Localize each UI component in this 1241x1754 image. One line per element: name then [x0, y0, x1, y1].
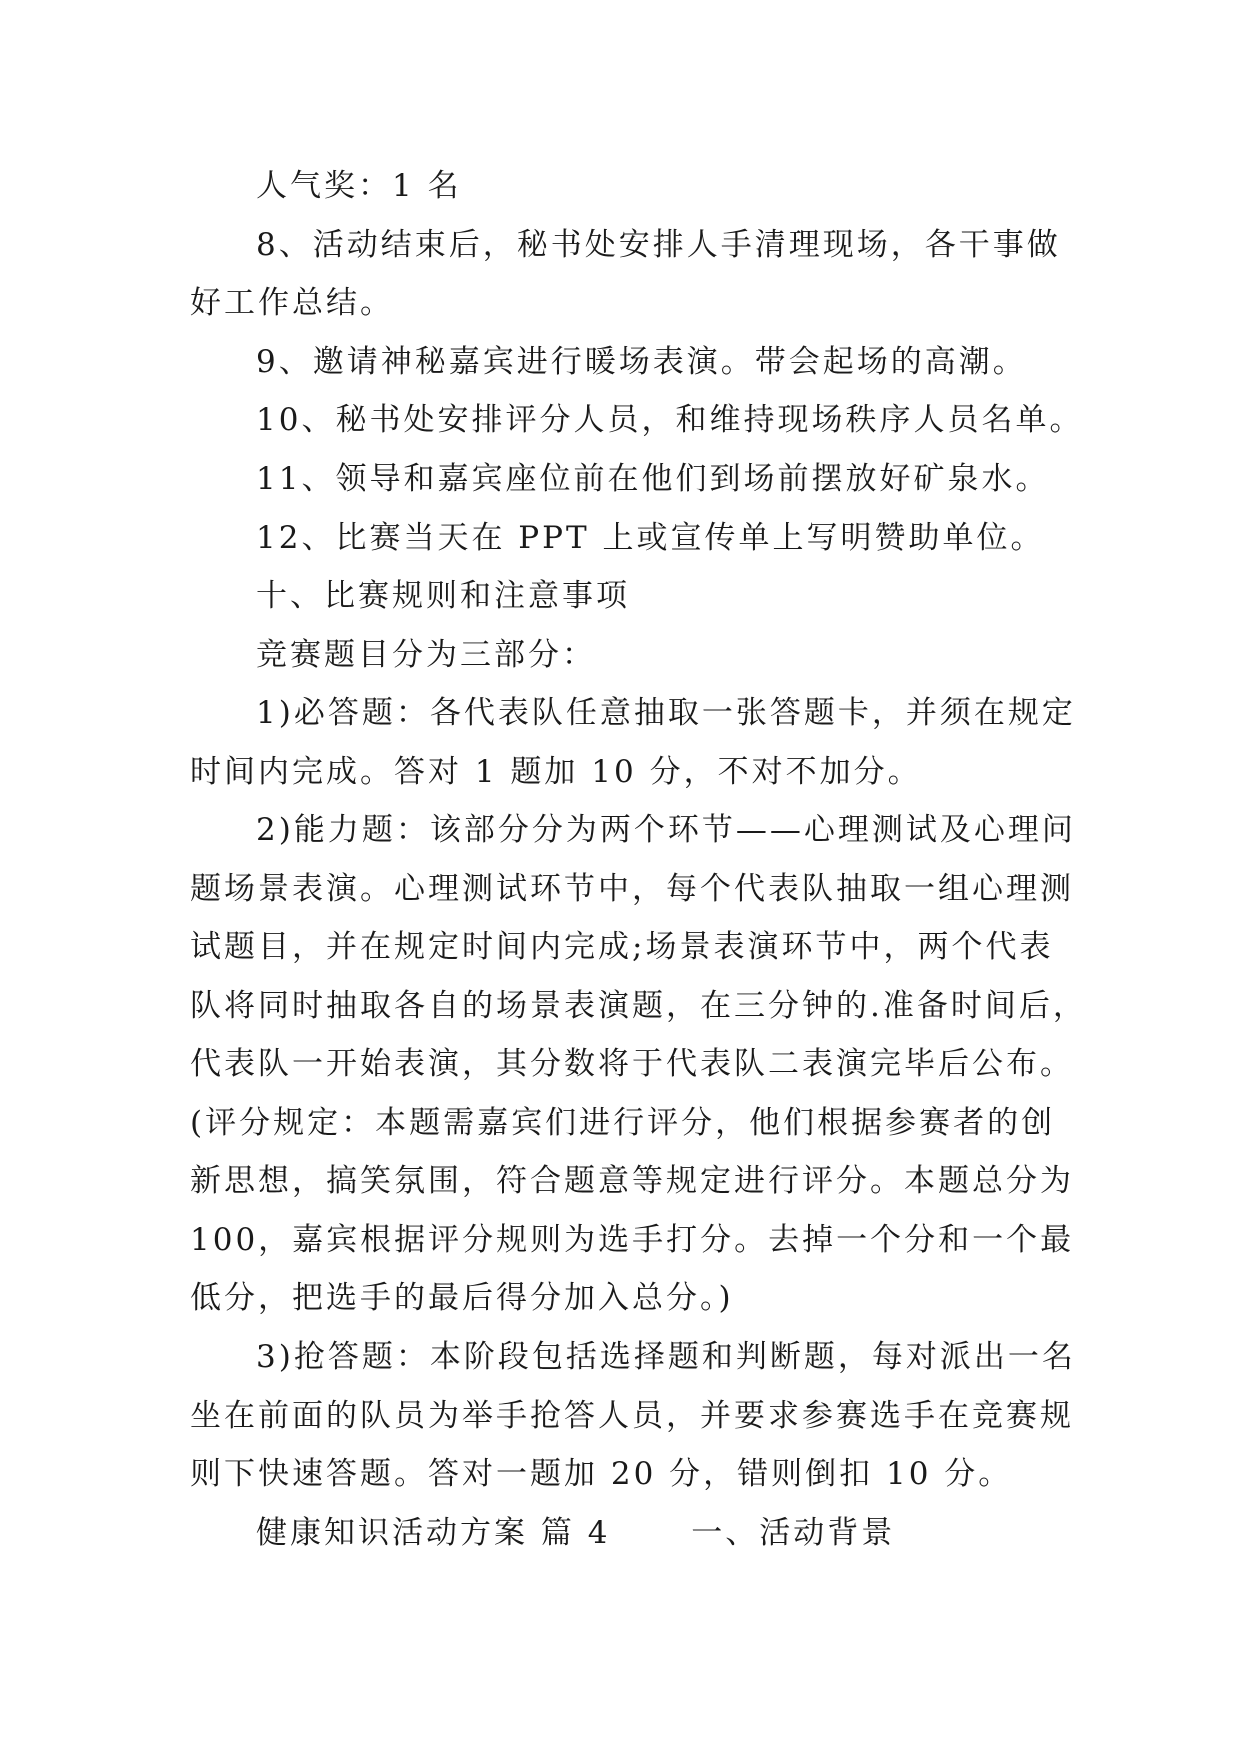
- section-heading: 十、比赛规则和注意事项: [256, 578, 630, 614]
- text-line: 1)必答题：各代表队任意抽取一张答题卡，并须在规定: [256, 695, 1076, 731]
- text-line: 题场景表演。心理测试环节中，每个代表队抽取一组心理测: [190, 871, 1074, 907]
- text-line: 2)能力题：该部分分为两个环节——心理测试及心理问: [256, 812, 1076, 848]
- text-line: 竞赛题目分为三部分：: [256, 637, 596, 673]
- text-line: 10、秘书处安排评分人员，和维持现场秩序人员名单。: [256, 402, 1084, 438]
- text-line: 好工作总结。: [190, 285, 394, 321]
- text-line: 则下快速答题。答对一题加 20 分，错则倒扣 10 分。: [190, 1456, 1013, 1492]
- text-line: 低分，把选手的最后得分加入总分。): [190, 1280, 734, 1316]
- text-line: (评分规定：本题需嘉宾们进行评分，他们根据参赛者的创: [190, 1105, 1056, 1141]
- section-heading: 健康知识活动方案 篇 4 一、活动背景: [256, 1515, 896, 1551]
- text-line: 12、比赛当天在 PPT 上或宣传单上写明赞助单位。: [256, 520, 1045, 556]
- text-line: 人气奖：1 名: [256, 168, 462, 204]
- text-line: 试题目，并在规定时间内完成;场景表演环节中，两个代表: [190, 929, 1054, 965]
- text-line: 新思想，搞笑氛围，符合题意等规定进行评分。本题总分为: [190, 1163, 1074, 1199]
- text-line: 队将同时抽取各自的场景表演题，在三分钟的.准备时间后，: [190, 988, 1087, 1024]
- text-line: 11、领导和嘉宾座位前在他们到场前摆放好矿泉水。: [256, 461, 1050, 497]
- text-line: 时间内完成。答对 1 题加 10 分，不对不加分。: [190, 754, 922, 790]
- text-line: 3)抢答题：本阶段包括选择题和判断题，每对派出一名: [256, 1339, 1076, 1375]
- text-line: 8、活动结束后，秘书处安排人手清理现场，各干事做: [256, 227, 1061, 263]
- text-line: 100，嘉宾根据评分规则为选手打分。去掉一个分和一个最: [190, 1222, 1075, 1258]
- text-line: 代表队一开始表演，其分数将于代表队二表演完毕后公布。: [190, 1046, 1074, 1082]
- text-line: 坐在前面的队员为举手抢答人员，并要求参赛选手在竞赛规: [190, 1398, 1074, 1434]
- text-line: 9、邀请神秘嘉宾进行暖场表演。带会起场的高潮。: [256, 344, 1027, 380]
